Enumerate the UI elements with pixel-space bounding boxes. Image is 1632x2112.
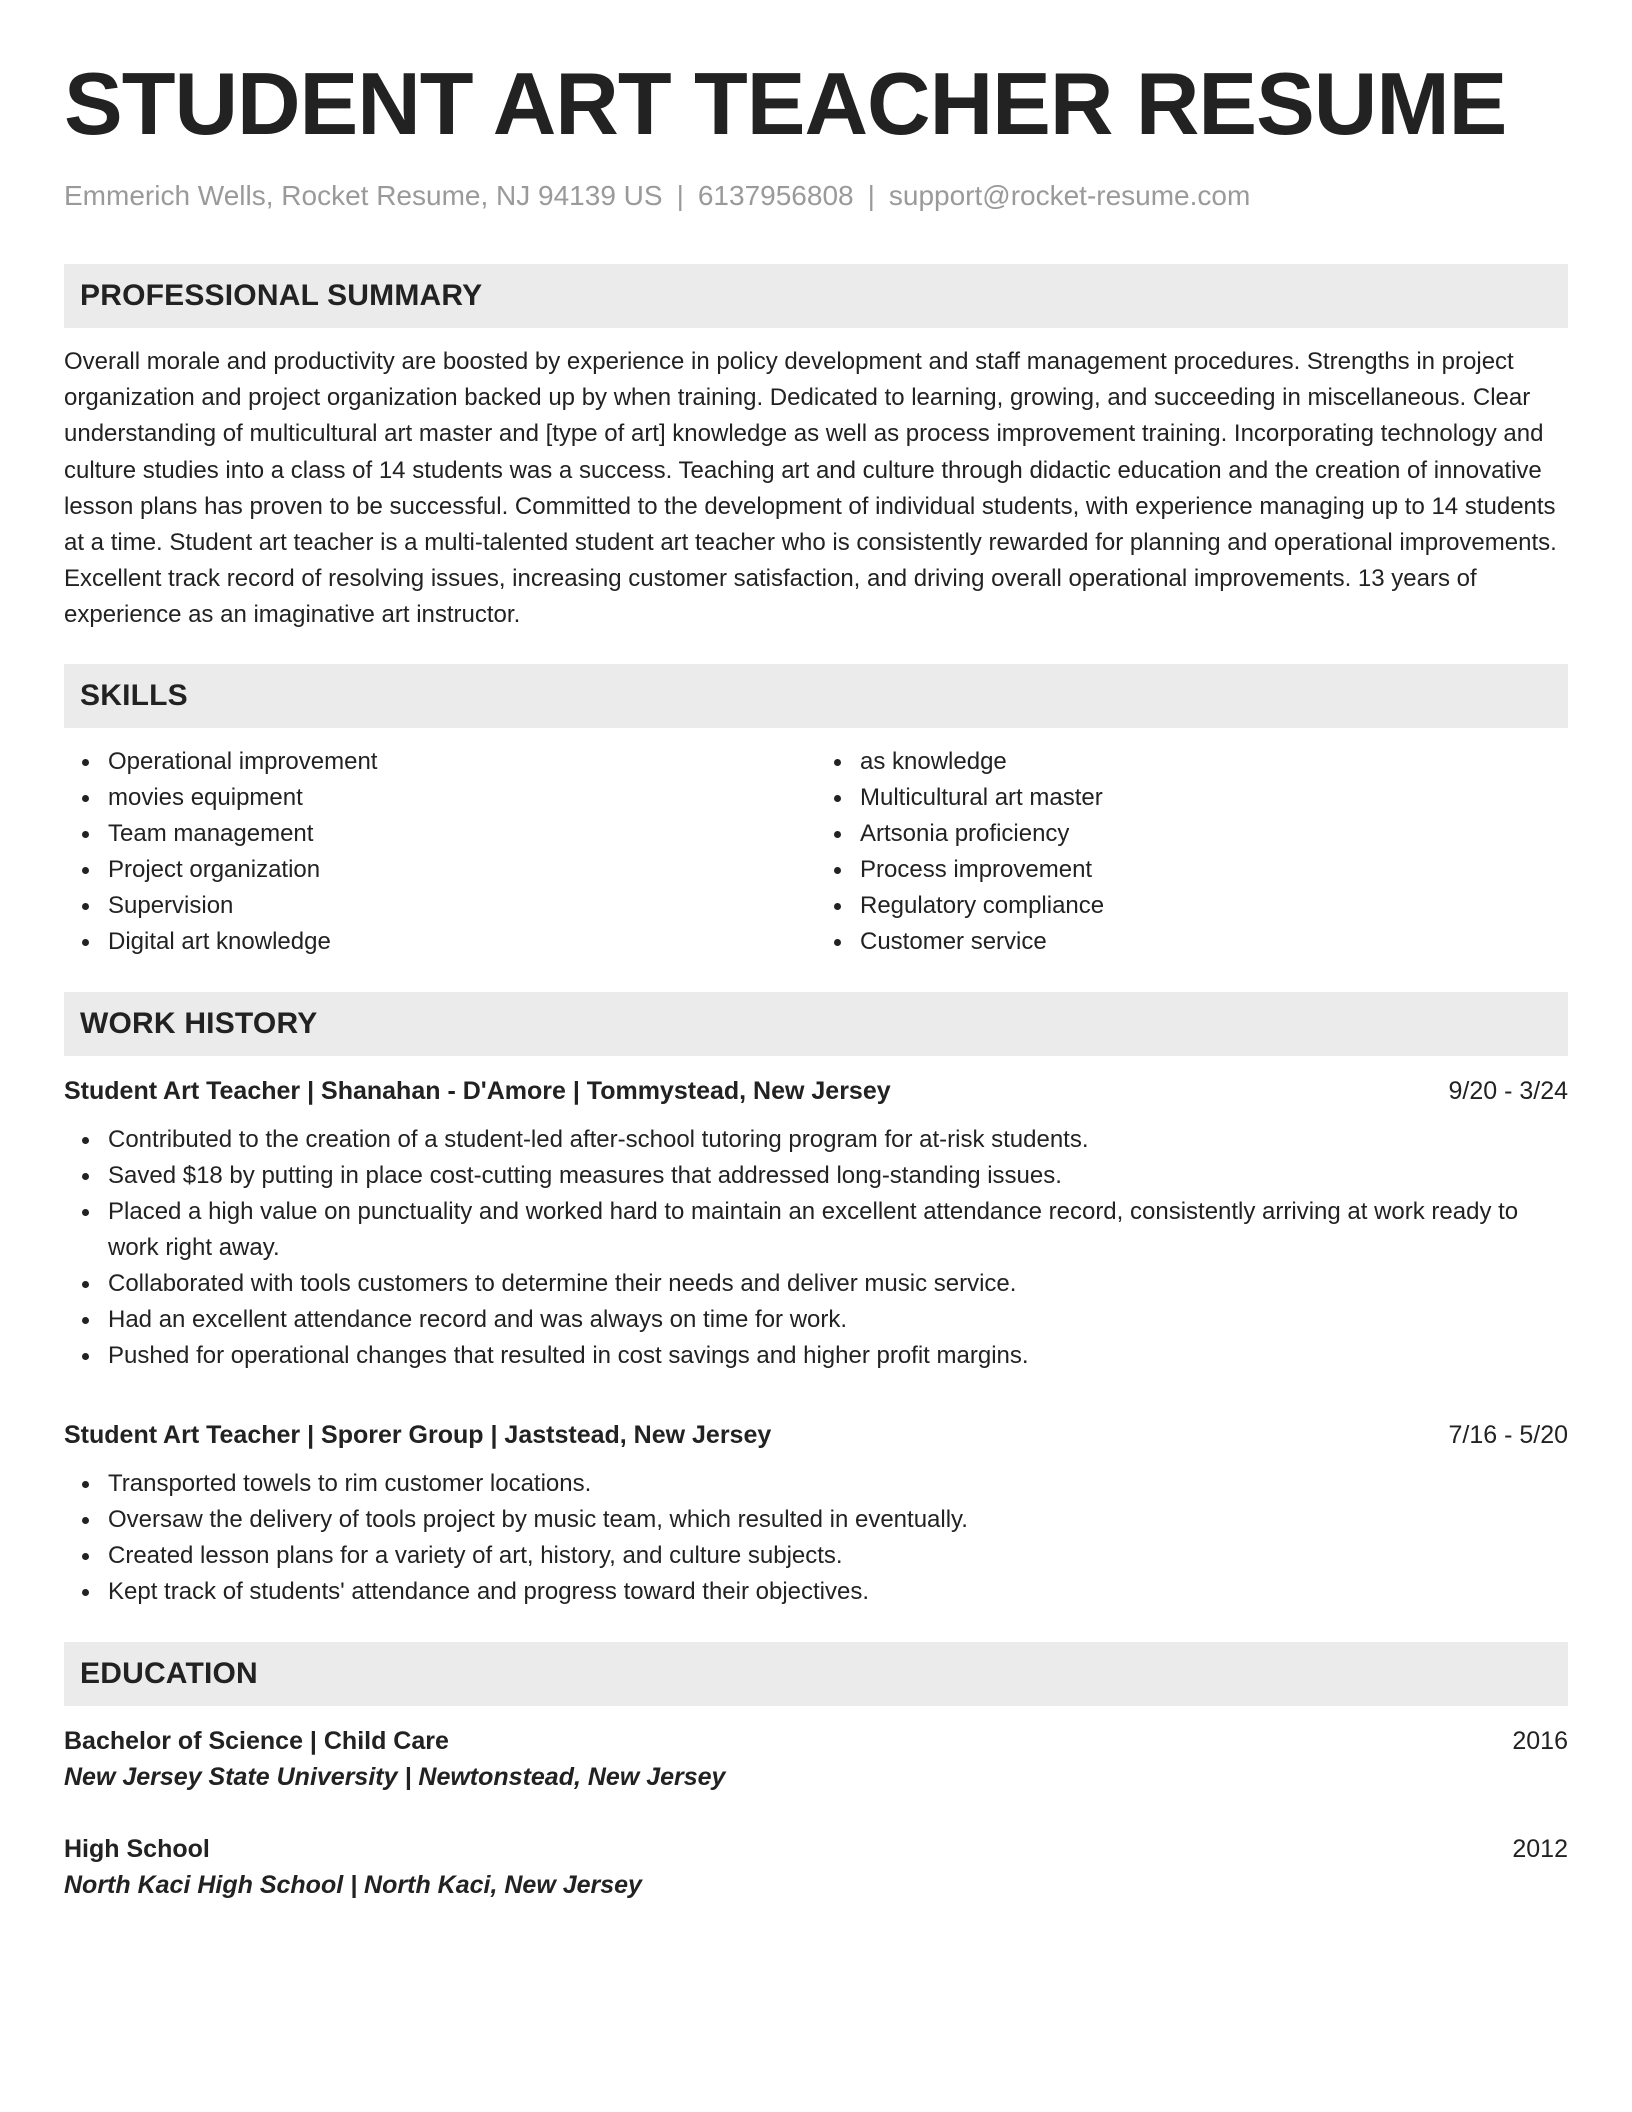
job-entry — [64, 1074, 1568, 1374]
skill-item: Process improvement — [860, 852, 1568, 888]
job-bullets — [64, 1466, 1568, 1610]
section-header-work-history: WORK HISTORY — [64, 992, 1568, 1056]
summary-text: Overall morale and productivity are boosted by experience in policy development and staff management procedures. Strengths in project organization and project organization backed up by when training. Dedicated to learning, growing, and succeeding in miscellaneous. Clear understanding of multicultural art master and [type of art] knowledge as well as process improvement training. Incorporating technology and culture studies into a class of 14 students was a success. Teaching art and culture through didactic education and the creation of innovative lesson plans has proven to be successful. Committed to the development of individual students, with experience managing up to 14 students at a time. Student art teacher is a multi-talented student art teacher who is consistently rewarded for planning and operational improvements. Excellent track record of resolving issues, increasing customer satisfaction, and driving overall operational improvements. 13 years of experience as an imaginative art instructor. — [64, 348, 1557, 629]
contact-separator: | — [867, 180, 875, 211]
contact-email[interactable]: support@rocket-resume.com — [888, 180, 1251, 211]
section-header-education: EDUCATION — [64, 1642, 1568, 1706]
education-degree: Bachelor of Science | Child Care — [64, 1726, 449, 1755]
education-header — [64, 1724, 1568, 1758]
skills-column-left — [64, 744, 816, 960]
skill-item: Artsonia proficiency — [860, 816, 1568, 852]
job-bullet: Saved $18 by putting in place cost-cutting measures that addressed long-standing issues. — [108, 1158, 1568, 1194]
job-bullet: Collaborated with tools customers to determine their needs and deliver music service. — [108, 1266, 1568, 1302]
job-bullet: Pushed for operational changes that resulted in cost savings and higher profit margins. — [108, 1338, 1568, 1374]
education-school: New Jersey State University | Newtonstead, New Jersey — [64, 1762, 726, 1791]
skill-item: as knowledge — [860, 744, 1568, 780]
job-bullet: Placed a high value on punctuality and worked hard to maintain an excellent attendance record, consistently arriving at work ready to work right away. — [108, 1194, 1568, 1266]
job-dates: 7/16 - 5/20 — [1448, 1420, 1568, 1449]
skill-item: Multicultural art master — [860, 780, 1568, 816]
education-year: 2012 — [1512, 1834, 1568, 1863]
skill-item: Digital art knowledge — [108, 924, 816, 960]
skill-item: Team management — [108, 816, 816, 852]
job-title: Student Art Teacher | Shanahan - D'Amore | Tommystead, New Jersey — [64, 1076, 891, 1105]
skill-item: movies equipment — [108, 780, 816, 816]
skills-column-right — [816, 744, 1568, 960]
job-bullet: Oversaw the delivery of tools project by music team, which resulted in eventually. — [108, 1502, 1568, 1538]
job-bullet: Had an excellent attendance record and was always on time for work. — [108, 1302, 1568, 1338]
skill-item: Regulatory compliance — [860, 888, 1568, 924]
contact-address: Emmerich Wells, Rocket Resume, NJ 94139 US — [64, 180, 663, 211]
education-school: North Kaci High School | North Kaci, New Jersey — [64, 1870, 642, 1899]
job-bullet: Transported towels to rim customer locations. — [108, 1466, 1568, 1502]
job-title: Student Art Teacher | Sporer Group | Jaststead, New Jersey — [64, 1420, 772, 1449]
job-bullets — [64, 1122, 1568, 1374]
skill-item: Supervision — [108, 888, 816, 924]
skills-list — [64, 744, 1568, 960]
job-bullet: Contributed to the creation of a student-led after-school tutoring program for at-risk students. — [108, 1122, 1568, 1158]
job-header — [64, 1418, 1568, 1452]
education-header — [64, 1832, 1568, 1866]
job-header — [64, 1074, 1568, 1108]
resume-title: STUDENT ART TEACHER RESUME — [64, 54, 1507, 153]
contact-phone: 6137956808 — [697, 180, 854, 211]
education-year: 2016 — [1512, 1726, 1568, 1755]
education-entry — [64, 1724, 1568, 1796]
skill-item: Customer service — [860, 924, 1568, 960]
section-header-skills: SKILLS — [64, 664, 1568, 728]
skill-item: Project organization — [108, 852, 816, 888]
job-dates: 9/20 - 3/24 — [1448, 1076, 1568, 1105]
job-entry — [64, 1418, 1568, 1610]
job-bullet: Created lesson plans for a variety of art, history, and culture subjects. — [108, 1538, 1568, 1574]
education-entry — [64, 1832, 1568, 1904]
contact-line — [64, 178, 1568, 214]
skill-item: Operational improvement — [108, 744, 816, 780]
education-degree: High School — [64, 1834, 210, 1863]
contact-separator: | — [676, 180, 684, 211]
job-bullet: Kept track of students' attendance and progress toward their objectives. — [108, 1574, 1568, 1610]
section-header-summary: PROFESSIONAL SUMMARY — [64, 264, 1568, 328]
